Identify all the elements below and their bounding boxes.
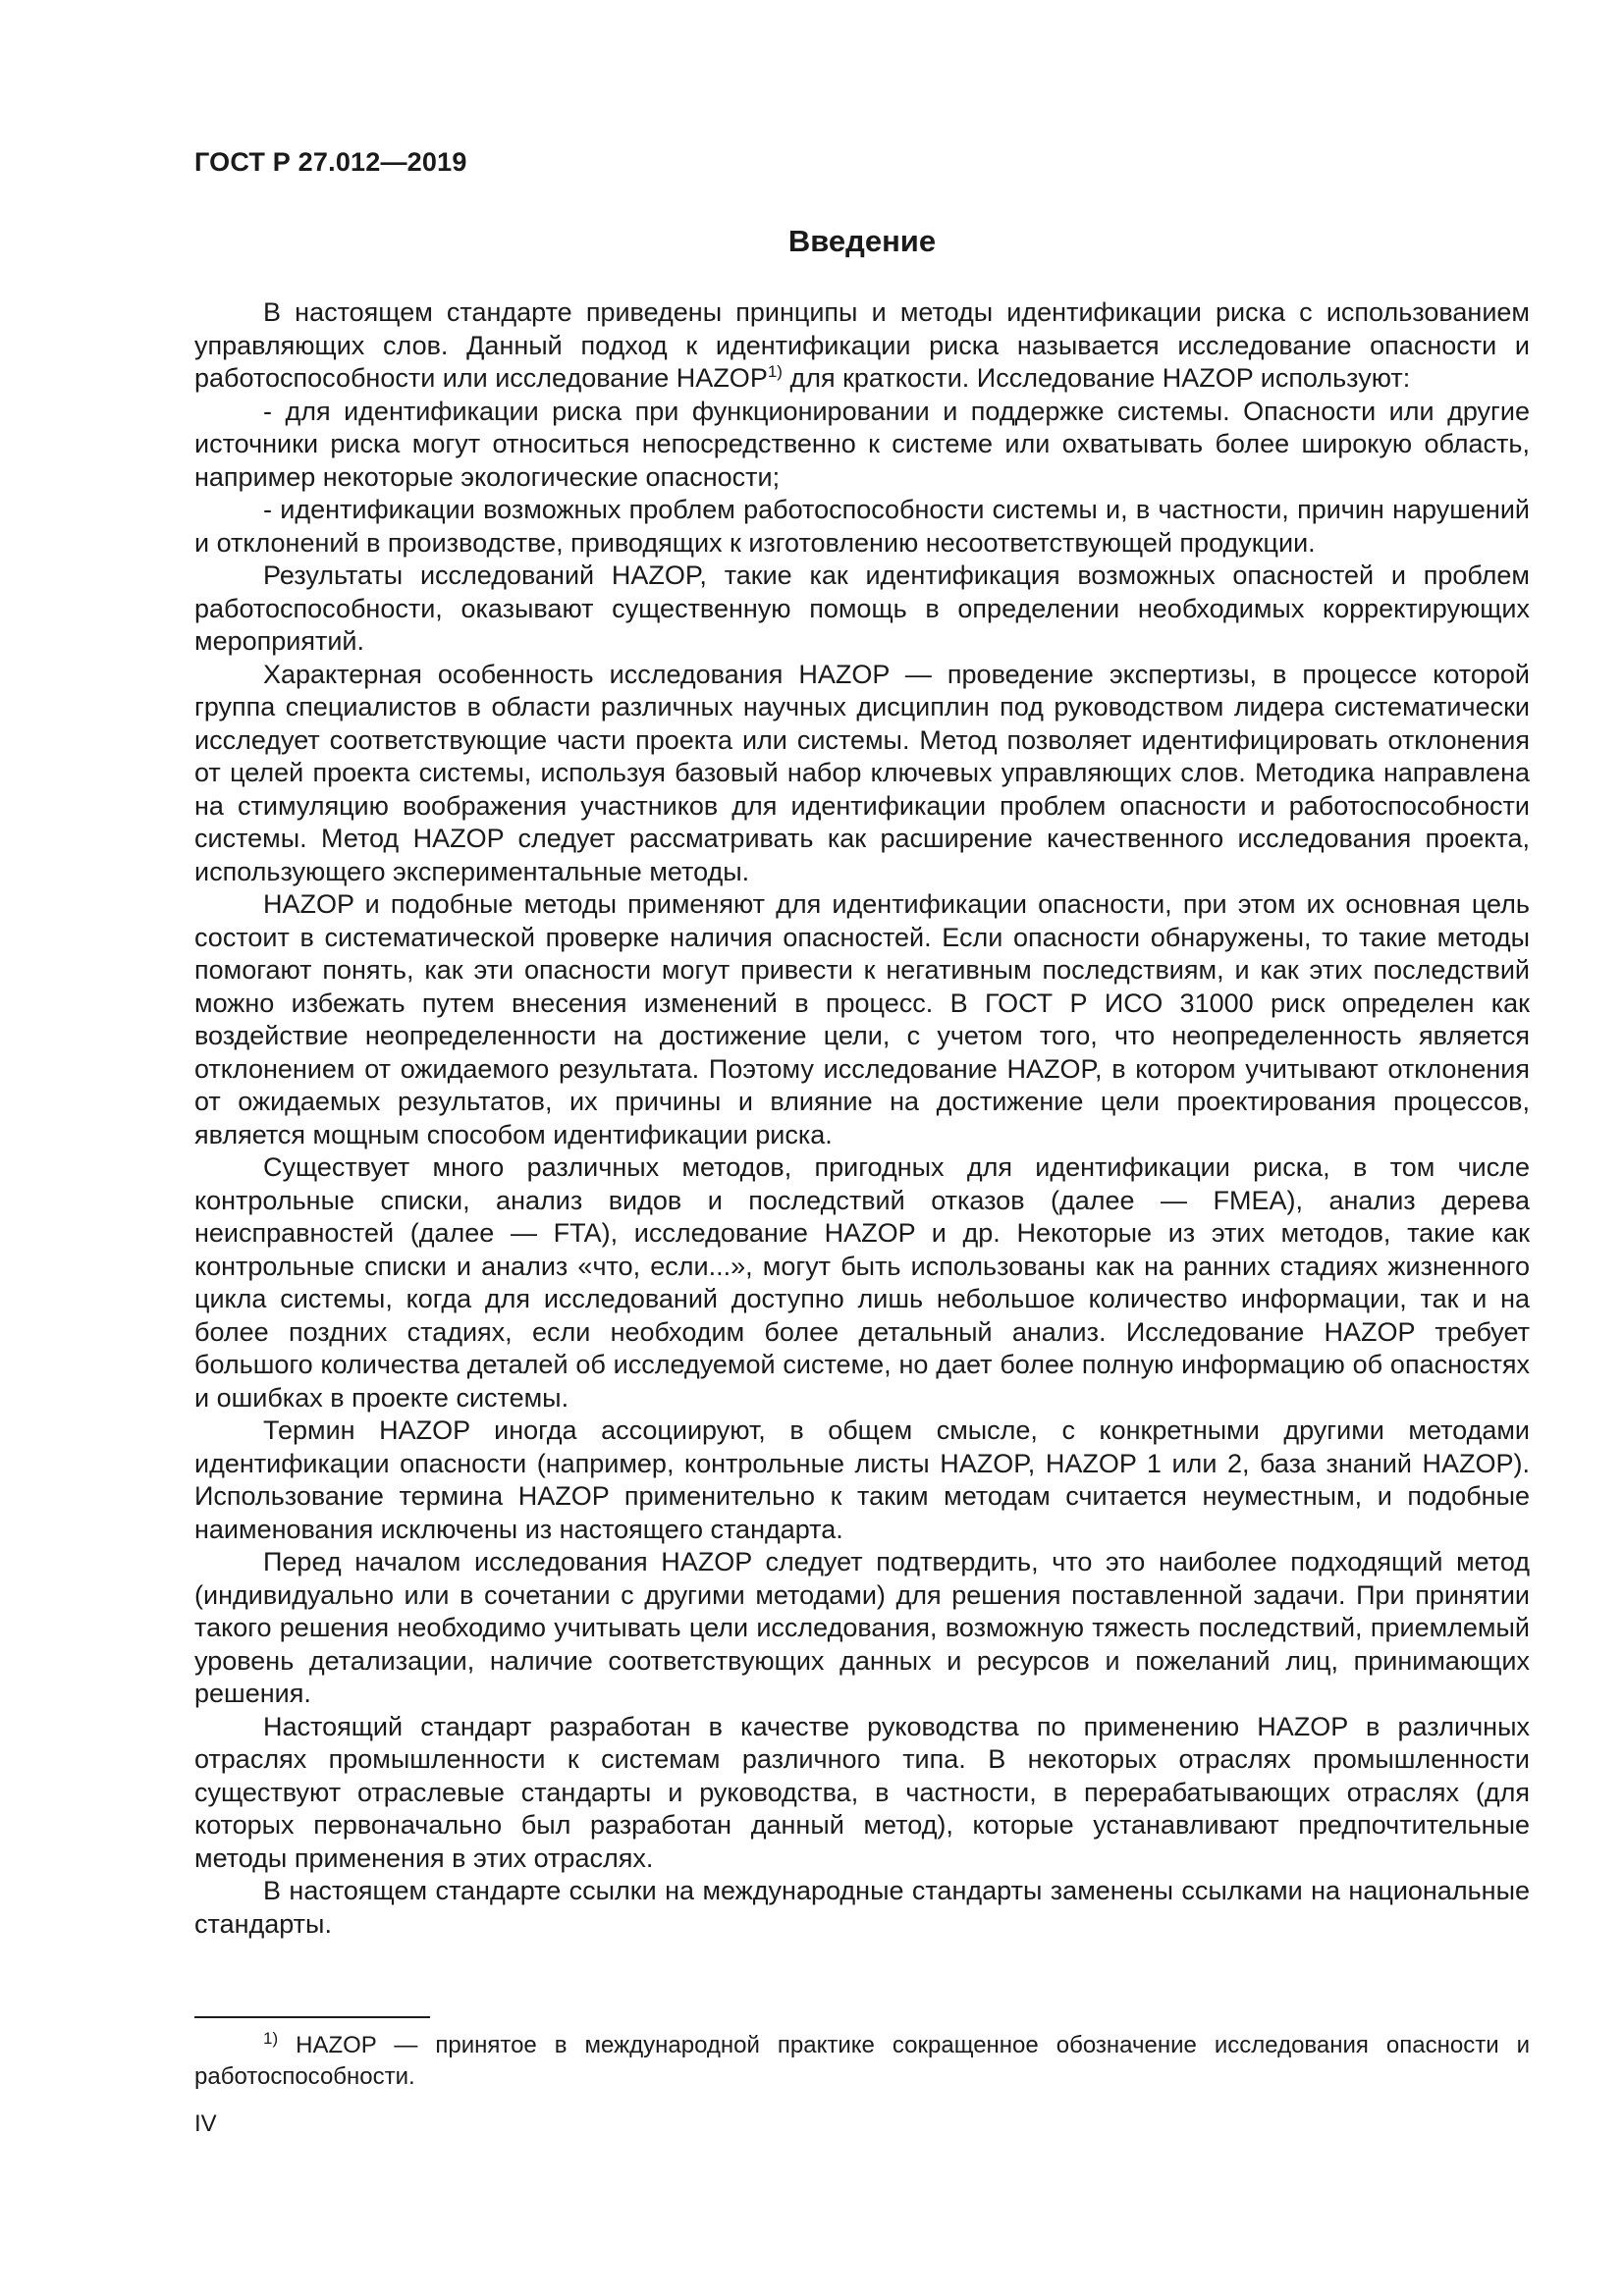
section-title: Введение (787, 224, 937, 258)
paragraph-intro (194, 296, 1530, 396)
paragraph-intro-part2: для краткости. Исследование HAZOP используют: (782, 363, 1411, 393)
footnote-reference: 1) (767, 362, 783, 381)
document-code-header: ГОСТ Р 27.012—2019 (194, 147, 467, 177)
paragraph-hazop-methods: HAZOP и подобные методы применяют для идентификации опасности, при этом их основная цель состоит в систематической проверке наличия опасностей. Если опасности обнаружены, то такие методы помогают понять, как эти опасности могут привести к негативным последствиям, и как этих последствий можно избежать путем внесения изменений в процесс. В ГОСТ Р ИСО 31000 риск определен как воздействие неопределенности на достижение цели, с учетом того, что неопределенность является отклонением от ожидаемого результата. Поэтому исследование HAZOP, в котором учитывают отклонения от ожидаемых результатов, их причины и влияние на достижение цели проектирования процессов, является мощным способом идентификации риска. (194, 889, 1530, 1149)
paragraph-guidance: Настоящий стандарт разработан в качестве руководства по применению HAZOP в различных отраслях промышленности к системам различного типа. В некоторых отраслях промышленности существуют отраслевые стандарты и руководства, в частности, в перерабатывающих отраслях (для которых первоначально был разработан данный метод), которые устанавливают предпочтительные методы применения в этих отраслях. (194, 1711, 1530, 1873)
paragraph-term-usage: Термин HAZOP иногда ассоциируют, в общем смысле, с конкретными другими методами идентификации опасности (например, контрольные листы HAZOP, HAZOP 1 или 2, база знаний HAZOP). Использование термина HAZOP применительно к таким методам считается неуместным, и подобные наименования исключены из настоящего стандарта. (194, 1415, 1530, 1544)
introduction-body (194, 296, 1530, 1941)
paragraph-other-methods: Существует много различных методов, пригодных для идентификации риска, в том числе контрольные списки, анализ видов и последствий отказов (далее — FMEA), анализ дерева неисправностей (далее — FTA), исследование HAZOP и др. Некоторые из этих методов, такие как контрольные списки и анализ «что, если...», могут быть использованы как на ранних стадиях жизненного цикла системы, когда для исследований доступно лишь небольшое количество информации, так и на более поздних стадиях, если необходим более детальный анализ. Исследование HAZOP требует большого количества деталей об исследуемой системе, но дает более полную информацию об опасностях и ошибках в проекте системы. (194, 1152, 1530, 1413)
footnote (194, 2030, 1530, 2093)
footnote-divider (194, 2016, 430, 2018)
list-item-risk-identification: - для идентификации риска при функционировании и поддержке системы. Опасности или другие источники риска могут относиться непосредственно к системе или охватывать более широкую область, например некоторые экологические опасности; (194, 396, 1530, 492)
paragraph-results: Результаты исследований HAZOP, такие как идентификация возможных опасностей и проблем работоспособности, оказывают существенную помощь в определении необходимых корректирующих мероприятий. (194, 561, 1530, 656)
paragraph-characteristic: Характерная особенность исследования HAZOP — проведение экспертизы, в процессе которой группа специалистов в области различных научных дисциплин под руководством лидера систематически исследует соответствующие части проекта или системы. Метод позволяет идентифицировать отклонения от целей проекта системы, используя базовый набор ключевых управляющих слов. Методика направлена на стимуляцию воображения участников для идентификации проблем опасности и работоспособности системы. Метод HAZOP следует рассматривать как расширение качественного исследования проекта, использующего экспериментальные методы. (194, 659, 1530, 886)
page-number: IV (194, 2110, 217, 2137)
footnote-marker: 1) (263, 2029, 279, 2048)
paragraph-before-study: Перед началом исследования HAZOP следует подтвердить, что это наиболее подходящий метод (индивидуально или в сочетании с другими методами) для решения поставленной задачи. При принятии такого решения необходимо учитывать цели исследования, возможную тяжесть последствий, приемлемый уровень детализации, наличие соответствующих данных и ресурсов и пожеланий лиц, принимающих решения. (194, 1547, 1530, 1708)
paragraph-intro-part1: В настоящем стандарте приведены принципы и методы идентификации риска с использованием управляющих слов. Данный подход к идентификации риска называется исследование опасности и работоспособности или исследование HAZOP (194, 297, 1530, 393)
list-item-operability-problems: - идентификации возможных проблем работоспособности системы и, в частности, причин нарушений и отклонений в производстве, приводящих к изготовлению несоответствующей продукции. (194, 495, 1530, 558)
paragraph-references: В настоящем стандарте ссылки на международные стандарты заменены ссылками на национальные стандарты. (194, 1876, 1530, 1939)
footnote-text: HAZOP — принятое в международной практике сокращенное обозначение исследования опасности и работоспособности. (194, 2032, 1530, 2090)
